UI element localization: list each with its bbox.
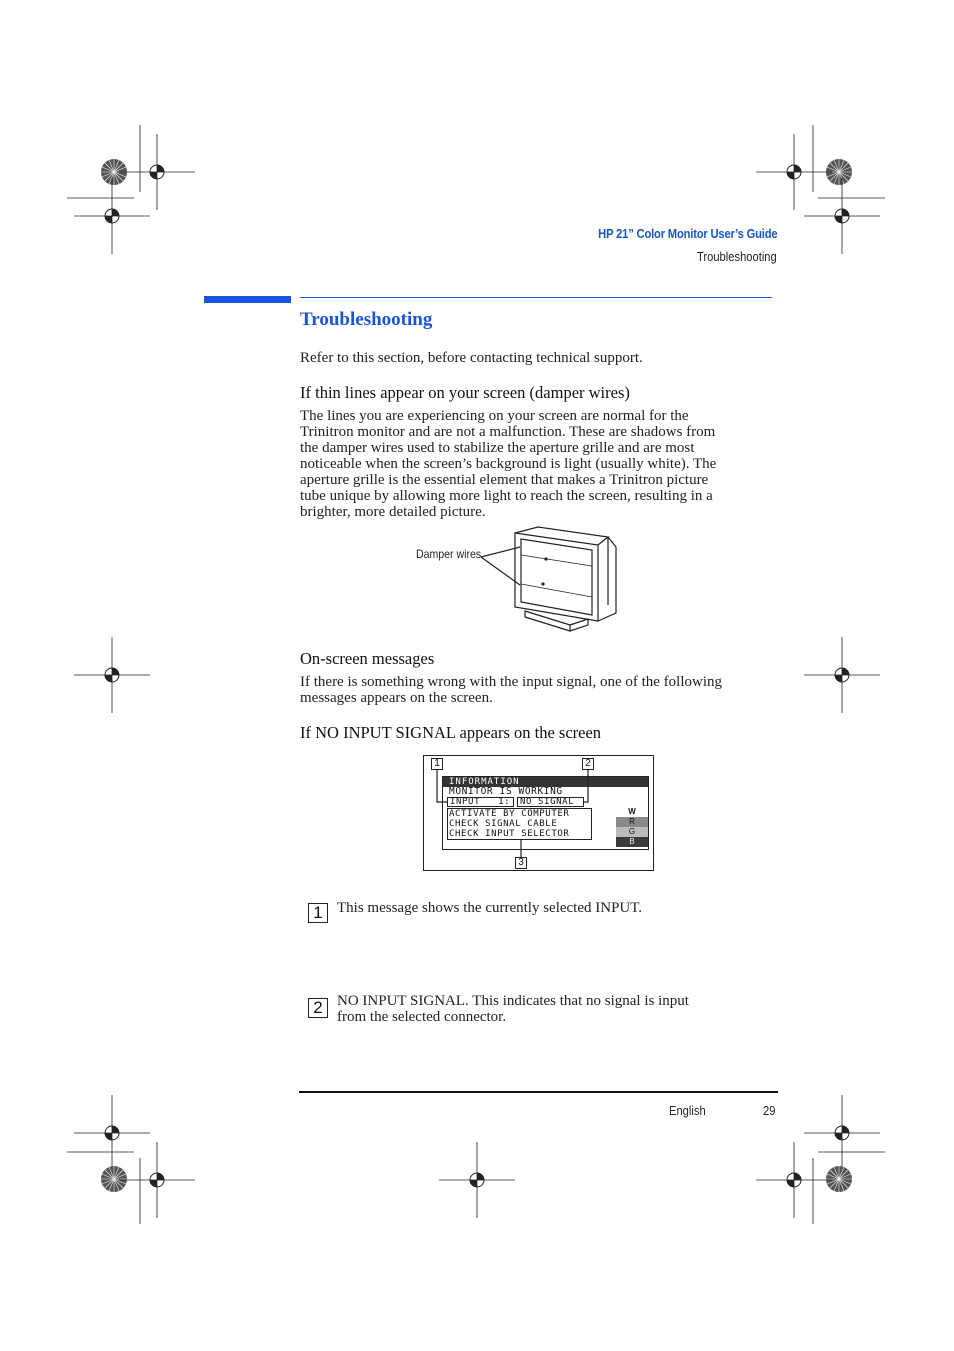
callout-3: 3 [515, 857, 527, 869]
paragraph-line: This message shows the currently selected INPUT. [337, 900, 643, 916]
osd-color-g: G [616, 827, 648, 837]
osd-input-label: INPUT 1: [447, 797, 514, 807]
onscreen-paragraph [300, 674, 722, 706]
osd-color-r: R [616, 817, 648, 827]
osd-message-1: ACTIVATE BY COMPUTER [449, 809, 570, 819]
callout-2: 2 [582, 758, 594, 770]
paragraph-line: noticeable when the screen’s background is light (usually white). The [300, 456, 717, 472]
section-accent-bar [204, 296, 291, 303]
paragraph-line: the damper wires used to stabilize the aperture grille and are most [300, 440, 695, 456]
paragraph-line: brighter, more detailed picture. [300, 504, 486, 520]
page-number: 29 [763, 1103, 776, 1118]
osd-callout-lines [424, 756, 655, 872]
running-header-section: Troubleshooting [697, 249, 777, 264]
monitor-illustration [480, 525, 625, 635]
damper-paragraph [300, 408, 716, 520]
onscreen-heading: On-screen messages [300, 649, 435, 668]
osd-title-bar: INFORMATION [443, 777, 648, 787]
note-1-text [337, 900, 642, 916]
damper-heading: If thin lines appear on your screen (damper wires) [300, 383, 630, 402]
osd-message-2: CHECK SIGNAL CABLE [449, 819, 558, 829]
osd-color-w: W [616, 807, 648, 817]
osd-input-status: NO SIGNAL [517, 797, 584, 807]
footer-language: English [669, 1103, 706, 1118]
paragraph-line: messages appears on the screen. [300, 690, 493, 706]
paragraph-line: aperture grille is the essential element that makes a Trinitron picture [300, 472, 709, 488]
running-header-title: HP 21” Color Monitor User’s Guide [597, 226, 777, 241]
osd-line-monitor-working: MONITOR IS WORKING [449, 786, 563, 797]
damper-wires-label: Damper wires [416, 547, 482, 561]
paragraph-line: tube unique by allowing more light to reach the screen, resulting in a [300, 488, 713, 504]
paragraph-line: from the selected connector. [337, 1009, 507, 1025]
section-rule [300, 297, 772, 298]
note-2-text [337, 993, 689, 1025]
osd-message-3: CHECK INPUT SELECTOR [449, 829, 570, 839]
footer-rule [299, 1091, 778, 1093]
paragraph-line: If there is something wrong with the input signal, one of the following [300, 674, 723, 690]
callout-1: 1 [431, 758, 443, 770]
intro-paragraph: Refer to this section, before contacting technical support. [300, 350, 643, 366]
paragraph-line: NO INPUT SIGNAL. This indicates that no signal is input [337, 993, 689, 1009]
note-number-2: 2 [308, 998, 328, 1018]
page-title: Troubleshooting [300, 309, 433, 330]
paragraph-line: The lines you are experiencing on your screen are normal for the [300, 408, 689, 424]
paragraph-line: Trinitron monitor and are not a malfunction. These are shadows from [300, 424, 716, 440]
no-input-heading: If NO INPUT SIGNAL appears on the screen [300, 723, 602, 742]
osd-figure [423, 755, 654, 871]
note-number-1: 1 [308, 903, 328, 923]
osd-color-b: B [616, 837, 648, 847]
